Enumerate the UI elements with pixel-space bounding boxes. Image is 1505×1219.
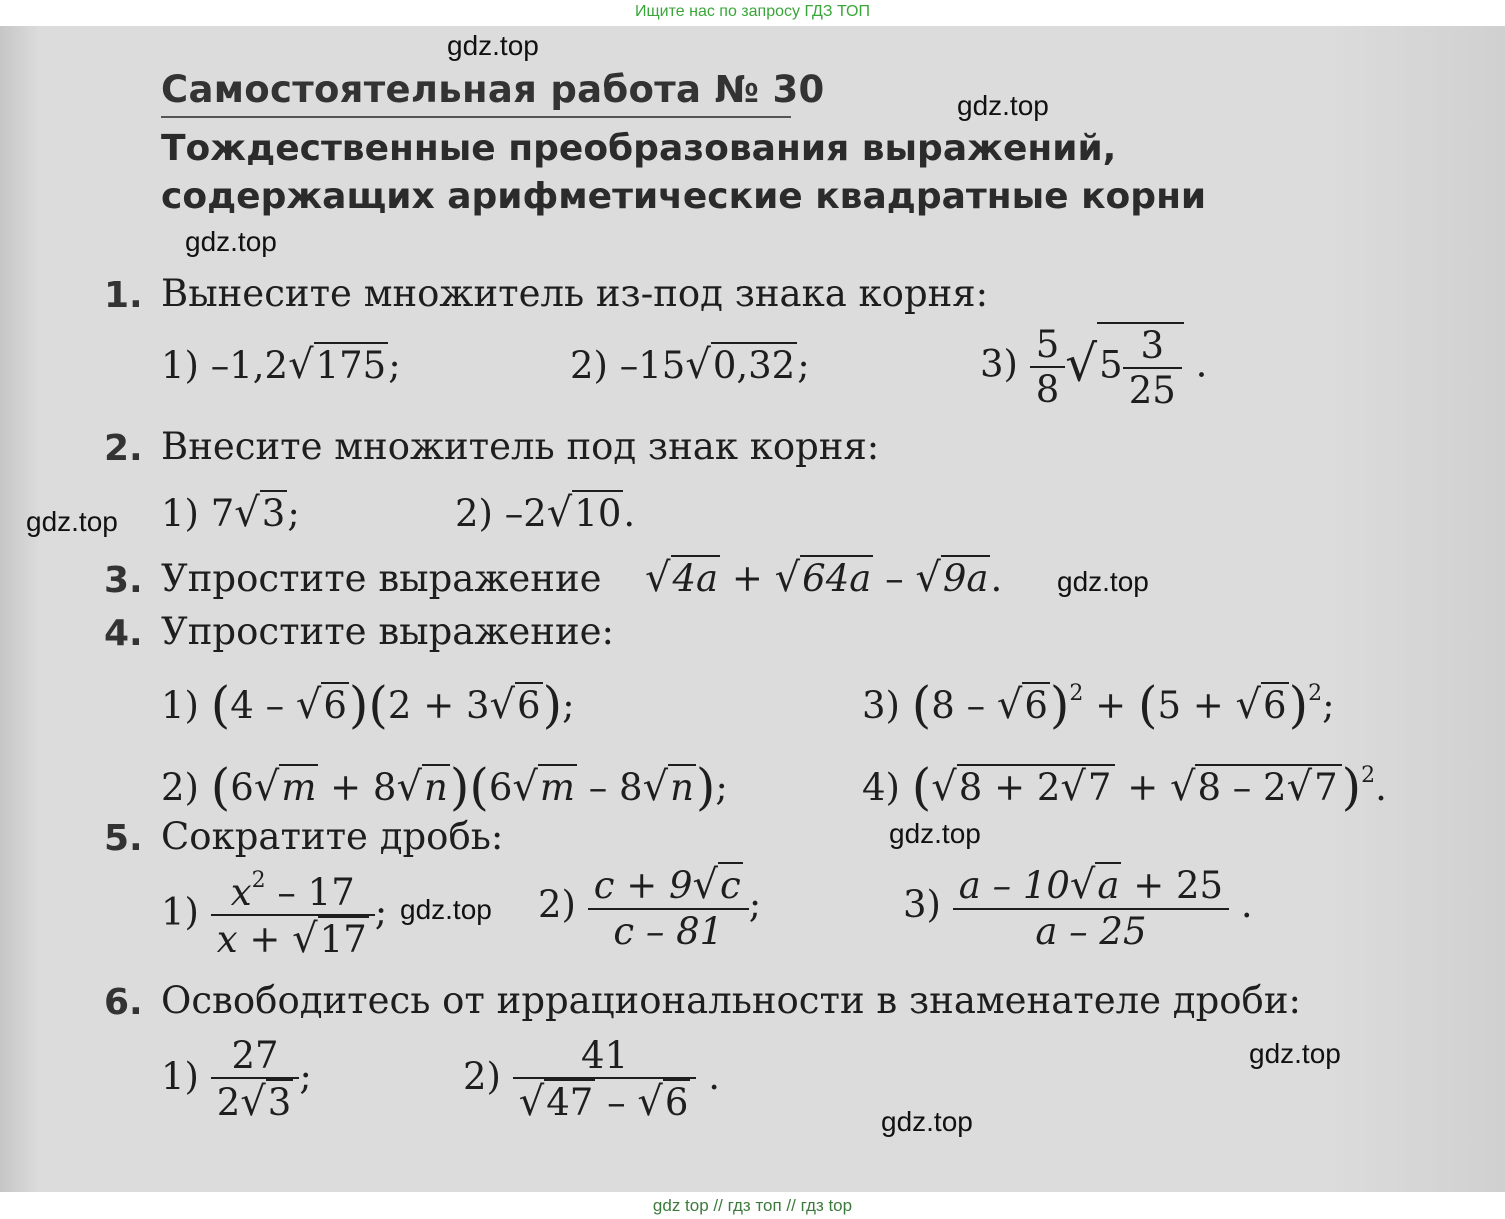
task4-item3: 3) $(8 - √6)^2 + (5 + √6)^2$; (862, 676, 1335, 734)
task-text: Упростите выражение: (161, 610, 614, 653)
title-underline (161, 116, 791, 118)
task2-item2: 2) –2√10. (455, 490, 636, 536)
watermark: gdz.top (1249, 1038, 1341, 1069)
task5-item1: 1) $\frac{x^2 - 17}{x + √17}$ ; (161, 868, 388, 962)
task1-item3: 3) $\frac{5}{8}$ √5 $\frac{3}{25}$ . (980, 323, 1208, 412)
task-text: Вынесите множитель из-под знака корня: (161, 272, 989, 315)
task-number: 5. (104, 818, 143, 859)
subtitle-line-2: содержащих арифметические квадратные корни (161, 176, 1207, 217)
bottom-banner: gdz top // гдз топ // гдз top (0, 1192, 1505, 1219)
task4-item2: 2) (6√m + 8√n)(6√m – 8√n); (161, 758, 728, 816)
task3-expression: √4a + √64a – √9a. (645, 555, 1003, 601)
watermark: gdz.top (185, 226, 277, 257)
task6-item1: 1) $\frac{27}{2√3}$ ; (161, 1034, 312, 1125)
task-number: 4. (104, 613, 143, 654)
task5-item3: 3) $\frac{a - 10√a + 25}{a - 25}$ . (903, 862, 1253, 953)
task4-item4: 4) $(√8 + 2√7 + √8 - 2√7)^2$. (862, 758, 1387, 816)
watermark: gdz.top (889, 818, 981, 849)
task-number: 1. (104, 275, 143, 316)
task1-item2: 2) –15√0,32; (570, 342, 810, 388)
watermark: gdz.top (26, 506, 118, 537)
task-text: Внесите множитель под знак корня: (161, 425, 880, 468)
task-number: 6. (104, 982, 143, 1023)
task5-item2: 2) $\frac{c + 9√c}{c - 81}$ ; (538, 862, 762, 953)
task-number: 2. (104, 428, 143, 469)
watermark: gdz.top (400, 894, 492, 925)
watermark: gdz.top (447, 30, 539, 61)
watermark: gdz.top (1057, 566, 1149, 597)
page-title: Самостоятельная работа № 30 (161, 68, 825, 111)
task-text: Упростите выражение (161, 557, 602, 600)
watermark: gdz.top (881, 1106, 973, 1137)
page-right-shadow (1325, 26, 1505, 1192)
subtitle-line-1: Тождественные преобразования выражений, (161, 128, 1117, 169)
task4-item1: 1) (4 – √6)(2 + 3√6); (161, 676, 575, 734)
task-text: Освободитесь от иррациональности в знаменателе дроби: (161, 979, 1301, 1022)
watermark: gdz.top (957, 90, 1049, 121)
page-left-shadow (0, 26, 40, 1192)
top-banner: Ищите нас по запросу ГДЗ ТОП (0, 0, 1505, 26)
task-text: Сократите дробь: (161, 815, 504, 858)
task2-item1: 1) 7√3; (161, 490, 300, 536)
task6-item2: 2) $\frac{41}{√47 - √6}$ . (463, 1034, 720, 1125)
task1-item1: 1) –1,2√175; (161, 342, 401, 388)
task-number: 3. (104, 560, 143, 601)
